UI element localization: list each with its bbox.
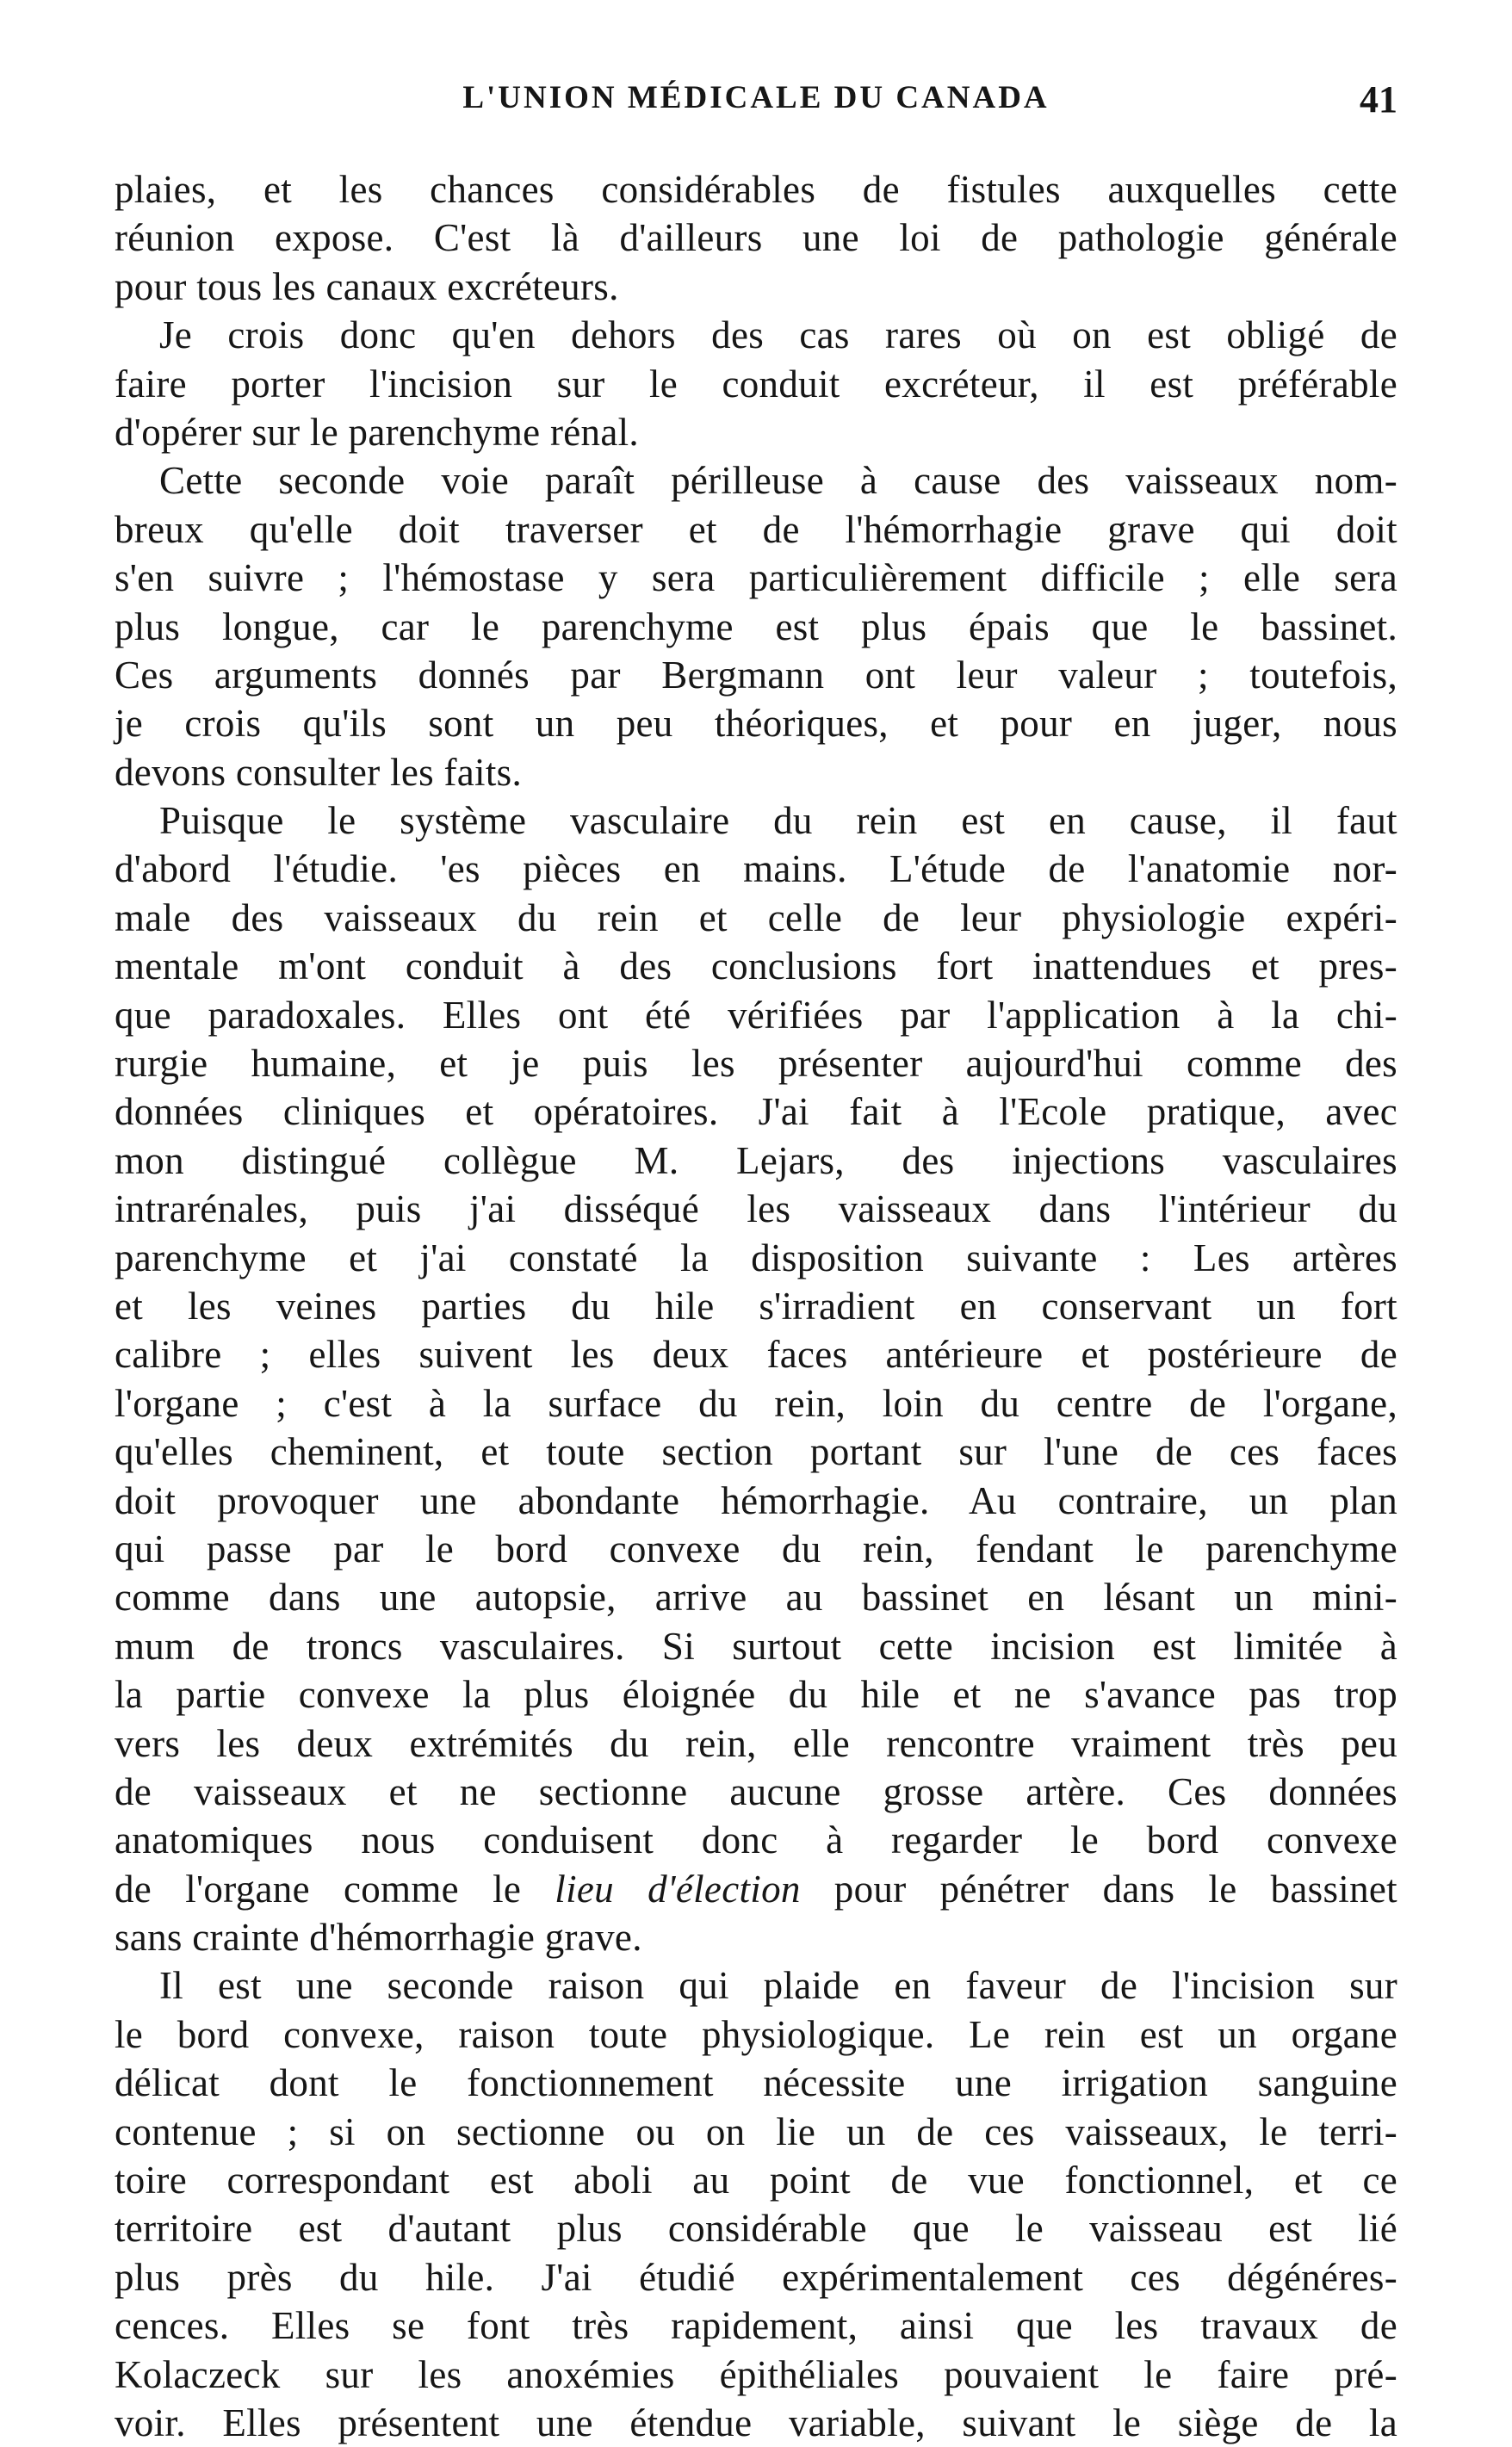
- text-line: parenchyme et j'ai constaté la disposition suivante : Les artères: [115, 1236, 1397, 1279]
- running-head: [115, 79, 1397, 131]
- text-line: voir. Elles présentent une étendue variable, suivant le siège de la: [115, 2401, 1397, 2444]
- text-line: données cliniques et opératoires. J'ai fait à l'Ecole pratique, avec: [115, 1090, 1397, 1134]
- text-line: calibre ; elles suivent les deux faces antérieure et postérieure de: [115, 1333, 1397, 1377]
- text-line: d'abord l'étudie. 'es pièces en mains. L'étude de l'anatomie nor-: [115, 847, 1397, 891]
- text-line: et les veines parties du hile s'irradient en conservant un fort: [115, 1284, 1397, 1328]
- text-line: pour tous les canaux excréteurs.: [115, 264, 619, 308]
- text-line: [115, 1865, 1397, 1913]
- text-line: je crois qu'ils sont un peu théoriques, et pour en juger, nous: [115, 702, 1397, 746]
- text-line: plus longue, car le parenchyme est plus épais que le bassinet.: [115, 604, 1397, 648]
- text-line: mum de troncs vasculaires. Si surtout cette incision est limitée à: [115, 1624, 1397, 1668]
- text-line: rurgie humaine, et je puis les présenter aujourd'hui comme des: [115, 1042, 1397, 1086]
- text-line: vers les deux extrémités du rein, elle rencontre vraiment très peu: [115, 1721, 1397, 1765]
- text-line: s'en suivre ; l'hémostase y sera particulièrement difficile ; elle sera: [115, 556, 1397, 600]
- text-line: breux qu'elle doit traverser et de l'hémorrhagie grave qui doit: [115, 507, 1397, 551]
- body-text: [115, 165, 1397, 2447]
- italic-phrase: lieu d'élection: [555, 1867, 801, 1911]
- text-line: plus près du hile. J'ai étudié expérimentalement ces dégénéres-: [115, 2255, 1397, 2299]
- text-line: Cette seconde voie paraît périlleuse à cause des vaisseaux nom-: [159, 459, 1397, 503]
- text-line: délicat dont le fonctionnement nécessite une irrigation sanguine: [115, 2061, 1397, 2105]
- text-line: anatomiques nous conduisent donc à regarder le bord convexe: [115, 1818, 1397, 1862]
- text-line: sans crainte d'hémorrhagie grave.: [115, 1916, 642, 1960]
- text-line: territoire est d'autant plus considérable que le vaisseau est lié: [115, 2207, 1397, 2251]
- text-line: faire porter l'incision sur le conduit excréteur, il est préférable: [115, 362, 1397, 406]
- text-line: que paradoxales. Elles ont été vérifiées par l'application à la chi-: [115, 993, 1397, 1037]
- text-line: plaies, et les chances considérables de fistules auxquelles cette: [115, 168, 1397, 211]
- page-number: 41: [1360, 78, 1397, 121]
- text-line: cences. Elles se font très rapidement, ainsi que les travaux de: [115, 2304, 1397, 2348]
- text-line: mentale m'ont conduit à des conclusions fort inattendues et pres-: [115, 945, 1397, 988]
- text-line: l'organe ; c'est à la surface du rein, loin du centre de l'organe,: [115, 1381, 1397, 1425]
- text-line: Puisque le système vasculaire du rein est en cause, il faut: [159, 799, 1397, 843]
- text-segment: pour pénétrer dans le bassinet: [800, 1867, 1397, 1911]
- text-line: Ces arguments donnés par Bergmann ont leur valeur ; toutefois,: [115, 653, 1397, 697]
- text-line: Il est une seconde raison qui plaide en faveur de l'incision sur: [159, 1964, 1397, 2008]
- text-line: Kolaczeck sur les anoxémies épithéliales pouvaient le faire pré-: [115, 2352, 1397, 2396]
- text-line: réunion expose. C'est là d'ailleurs une loi de pathologie générale: [115, 216, 1397, 260]
- text-line: doit provoquer une abondante hémorrhagie. Au contraire, un plan: [115, 1478, 1397, 1522]
- text-line: contenue ; si on sectionne ou on lie un de ces vaisseaux, le terri-: [115, 2109, 1397, 2153]
- text-line: le bord convexe, raison toute physiologique. Le rein est un organe: [115, 2012, 1397, 2056]
- text-line: Je crois donc qu'en dehors des cas rares où on est obligé de: [159, 313, 1397, 357]
- text-segment: de l'organe comme le: [115, 1867, 555, 1911]
- text-line: toire correspondant est aboli au point de vue fonctionnel, et ce: [115, 2159, 1397, 2202]
- text-line: male des vaisseaux du rein et celle de leur physiologie expéri-: [115, 895, 1397, 939]
- text-line: comme dans une autopsie, arrive au bassinet en lésant un mini-: [115, 1576, 1397, 1620]
- text-line: d'opérer sur le parenchyme rénal.: [115, 410, 639, 454]
- text-line: la partie convexe la plus éloignée du hile et ne s'avance pas trop: [115, 1673, 1397, 1717]
- text-line: qu'elles cheminent, et toute section portant sur l'une de ces faces: [115, 1430, 1397, 1474]
- text-line: de vaisseaux et ne sectionne aucune grosse artère. Ces données: [115, 1769, 1397, 1813]
- text-line: devons consulter les faits.: [115, 750, 522, 794]
- text-line: mon distingué collègue M. Lejars, des injections vasculaires: [115, 1138, 1397, 1182]
- running-title: L'UNION MÉDICALE DU CANADA: [462, 80, 1050, 115]
- text-line: qui passe par le bord convexe du rein, fendant le parenchyme: [115, 1527, 1397, 1570]
- text-line: intrarénales, puis j'ai disséqué les vaisseaux dans l'intérieur du: [115, 1187, 1397, 1231]
